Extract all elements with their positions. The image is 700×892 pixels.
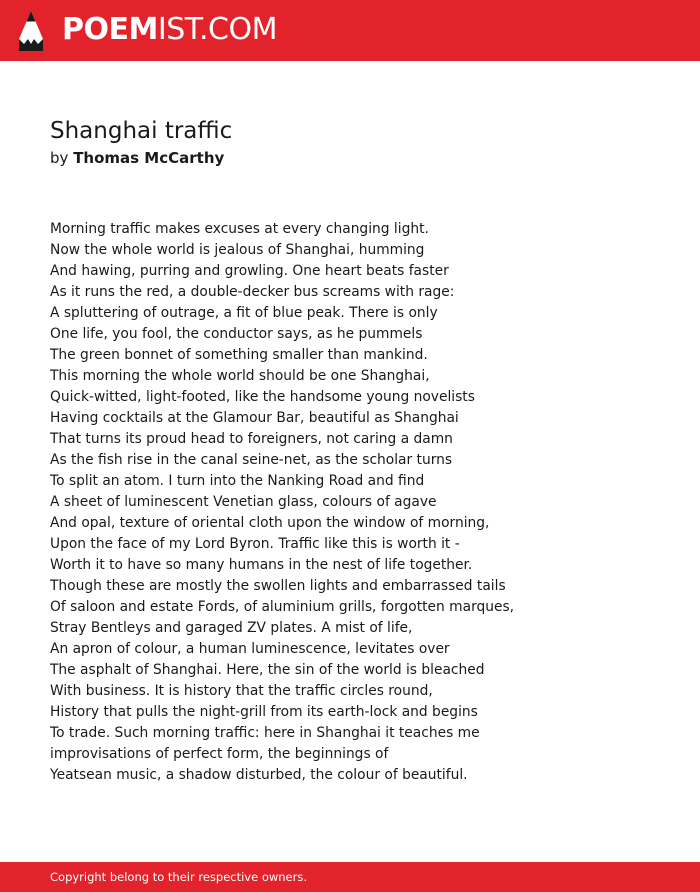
- poem-line: One life, you fool, the conductor says, as he pummels: [50, 326, 423, 342]
- poem-body: [50, 219, 670, 786]
- poem-line: A sheet of luminescent Venetian glass, colours of agave: [50, 494, 437, 510]
- poem-line: And opal, texture of oriental cloth upon the window of morning,: [50, 515, 490, 531]
- poem-line: To trade. Such morning traffic: here in Shanghai it teaches me: [50, 725, 480, 741]
- poem-line: An apron of colour, a human luminescence, levitates over: [50, 641, 450, 657]
- site-header: [0, 0, 700, 61]
- logo-text-light: IST.COM: [157, 12, 277, 47]
- poem-line: To split an atom. I turn into the Nanking Road and find: [50, 473, 425, 489]
- poem-line: History that pulls the night-grill from its earth-lock and begins: [50, 704, 478, 720]
- poem-line: That turns its proud head to foreigners, not caring a damn: [50, 431, 453, 447]
- poem-line: Worth it to have so many humans in the nest of life together.: [50, 557, 473, 573]
- poem-line: Upon the face of my Lord Byron. Traffic like this is worth it -: [50, 536, 460, 552]
- poem-line: The asphalt of Shanghai. Here, the sin of the world is bleached: [50, 662, 485, 678]
- site-footer: [0, 862, 700, 892]
- pencil-tip-icon: [17, 9, 45, 53]
- byline: [50, 148, 224, 168]
- poem-line: The green bonnet of something smaller than mankind.: [50, 347, 428, 363]
- poem-title: Shanghai traffic: [50, 118, 233, 144]
- poem-line: Of saloon and estate Fords, of aluminium grills, forgotten marques,: [50, 599, 515, 615]
- copyright-text: Copyright belong to their respective owners.: [50, 870, 308, 884]
- poem-line: improvisations of perfect form, the beginnings of: [50, 746, 389, 762]
- poem-line: Stray Bentleys and garaged ZV plates. A mist of life,: [50, 620, 413, 636]
- poem-line: Quick-witted, light-footed, like the handsome young novelists: [50, 389, 475, 405]
- poem-line: As the fish rise in the canal seine-net, as the scholar turns: [50, 452, 453, 468]
- poem-line: This morning the whole world should be one Shanghai,: [50, 368, 430, 384]
- by-label: by: [50, 149, 69, 167]
- poem-line: Though these are mostly the swollen lights and embarrassed tails: [50, 578, 506, 594]
- poem-line: Morning traffic makes excuses at every changing light.: [50, 221, 429, 237]
- poem-line: As it runs the red, a double-decker bus screams with rage:: [50, 284, 455, 300]
- poem-line: A spluttering of outrage, a fit of blue peak. There is only: [50, 305, 438, 321]
- poem-line: And hawing, purring and growling. One heart beats faster: [50, 263, 449, 279]
- site-logo[interactable]: [62, 12, 277, 48]
- poem-line: Now the whole world is jealous of Shanghai, humming: [50, 242, 425, 258]
- poem-line: Yeatsean music, a shadow disturbed, the colour of beautiful.: [50, 767, 468, 783]
- logo-text-bold: POEM: [62, 12, 158, 47]
- poem-line: With business. It is history that the traffic circles round,: [50, 683, 433, 699]
- author-name: Thomas McCarthy: [73, 149, 225, 167]
- poem-line: Having cocktails at the Glamour Bar, beautiful as Shanghai: [50, 410, 459, 426]
